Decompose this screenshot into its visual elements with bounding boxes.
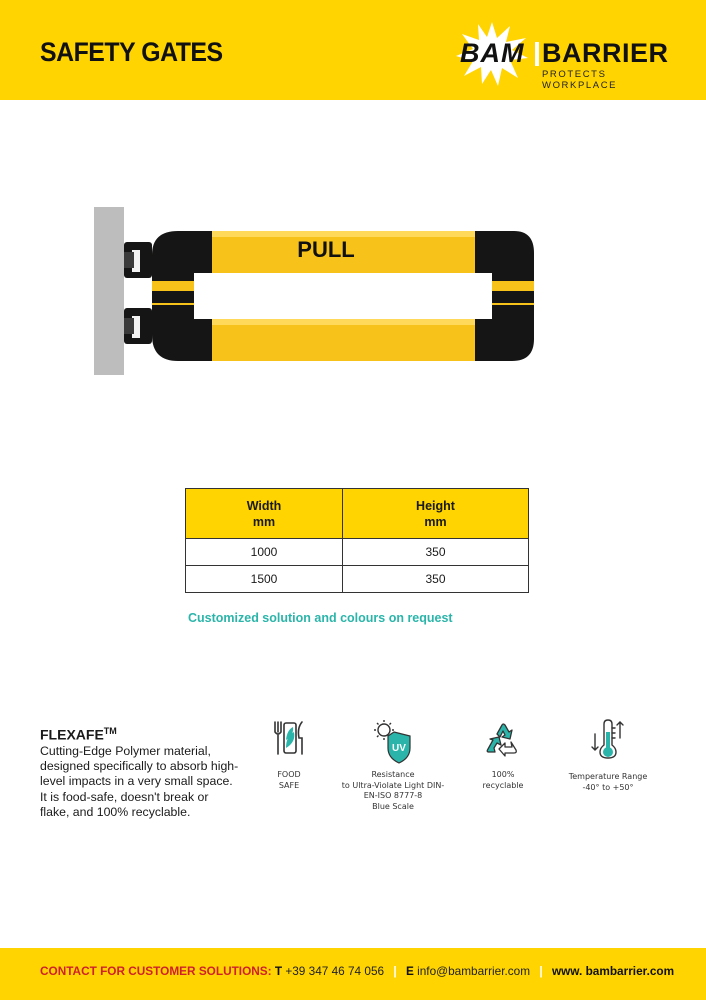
uv-shield-icon	[370, 718, 416, 764]
table-header-row	[186, 489, 529, 539]
thermometer-icon	[588, 718, 628, 760]
logo-tagline: PROTECTS WORKPLACE	[542, 69, 618, 91]
email-key: E	[405, 964, 414, 978]
phone-link[interactable]: +39 347 46 74 056	[285, 964, 385, 978]
elbow-top-right	[475, 231, 534, 281]
logo-brand-barrier: BARRIER	[542, 38, 669, 68]
website-link[interactable]: www. bambarrier.com	[551, 964, 675, 978]
width-cell: 1000	[186, 539, 343, 566]
table-row	[186, 539, 529, 566]
feature-temperature	[543, 718, 673, 793]
elbow-top-left	[152, 231, 212, 281]
header-bar	[0, 0, 706, 100]
recycle-icon	[483, 718, 523, 758]
height-cell: 350	[343, 566, 529, 593]
wall-panel	[94, 207, 124, 375]
feature-label: 100% recyclable	[482, 770, 524, 790]
dimensions-table	[185, 488, 529, 593]
trademark: TM	[103, 726, 117, 736]
safety-gate-image	[94, 205, 539, 380]
page-title: SAFETY GATES	[40, 37, 223, 67]
logo-divider	[535, 42, 539, 66]
footer-separator: |	[393, 964, 397, 978]
feature-label: FOOD SAFE	[277, 770, 301, 790]
food-safe-icon	[269, 718, 309, 758]
bam-barrier-logo[interactable]	[456, 20, 676, 91]
footer-bar	[0, 948, 706, 1000]
custom-solution-note: Customized solution and colours on request	[188, 611, 453, 625]
wall-bracket-bottom	[124, 308, 152, 344]
height-header: Height mm	[343, 489, 529, 539]
pull-label: PULL	[297, 237, 355, 262]
height-cell: 350	[343, 539, 529, 566]
footer-separator: |	[539, 964, 543, 978]
table-row	[186, 566, 529, 593]
uv-badge: UV	[392, 743, 406, 754]
phone-key: T	[274, 964, 283, 978]
bottom-rail	[189, 319, 479, 361]
feature-label: Resistance to Ultra-Violate Light DIN- EN-ISO 8777-8 Blue Scale	[341, 770, 445, 811]
elbow-bottom-left	[152, 305, 212, 361]
email-link[interactable]: info@bambarrier.com	[417, 964, 531, 978]
flexafe-description: Cutting-Edge Polymer material, designed specifically to absorb high-level impacts in a very small space. It is food-safe, doesn't break or flake, and 100% recyclable.	[40, 744, 239, 819]
flexafe-title: FLEXAFE™	[40, 726, 117, 743]
footer-contact-line	[40, 964, 674, 978]
width-header: Width mm	[186, 489, 343, 539]
contact-label: CONTACT FOR CUSTOMER SOLUTIONS:	[40, 964, 272, 978]
wall-bracket-top	[124, 242, 152, 278]
feature-label: Temperature Range -40° to +50°	[568, 772, 648, 792]
elbow-bottom-right	[475, 305, 534, 361]
logo-brand-bam: BAM	[460, 38, 525, 68]
width-cell: 1500	[186, 566, 343, 593]
